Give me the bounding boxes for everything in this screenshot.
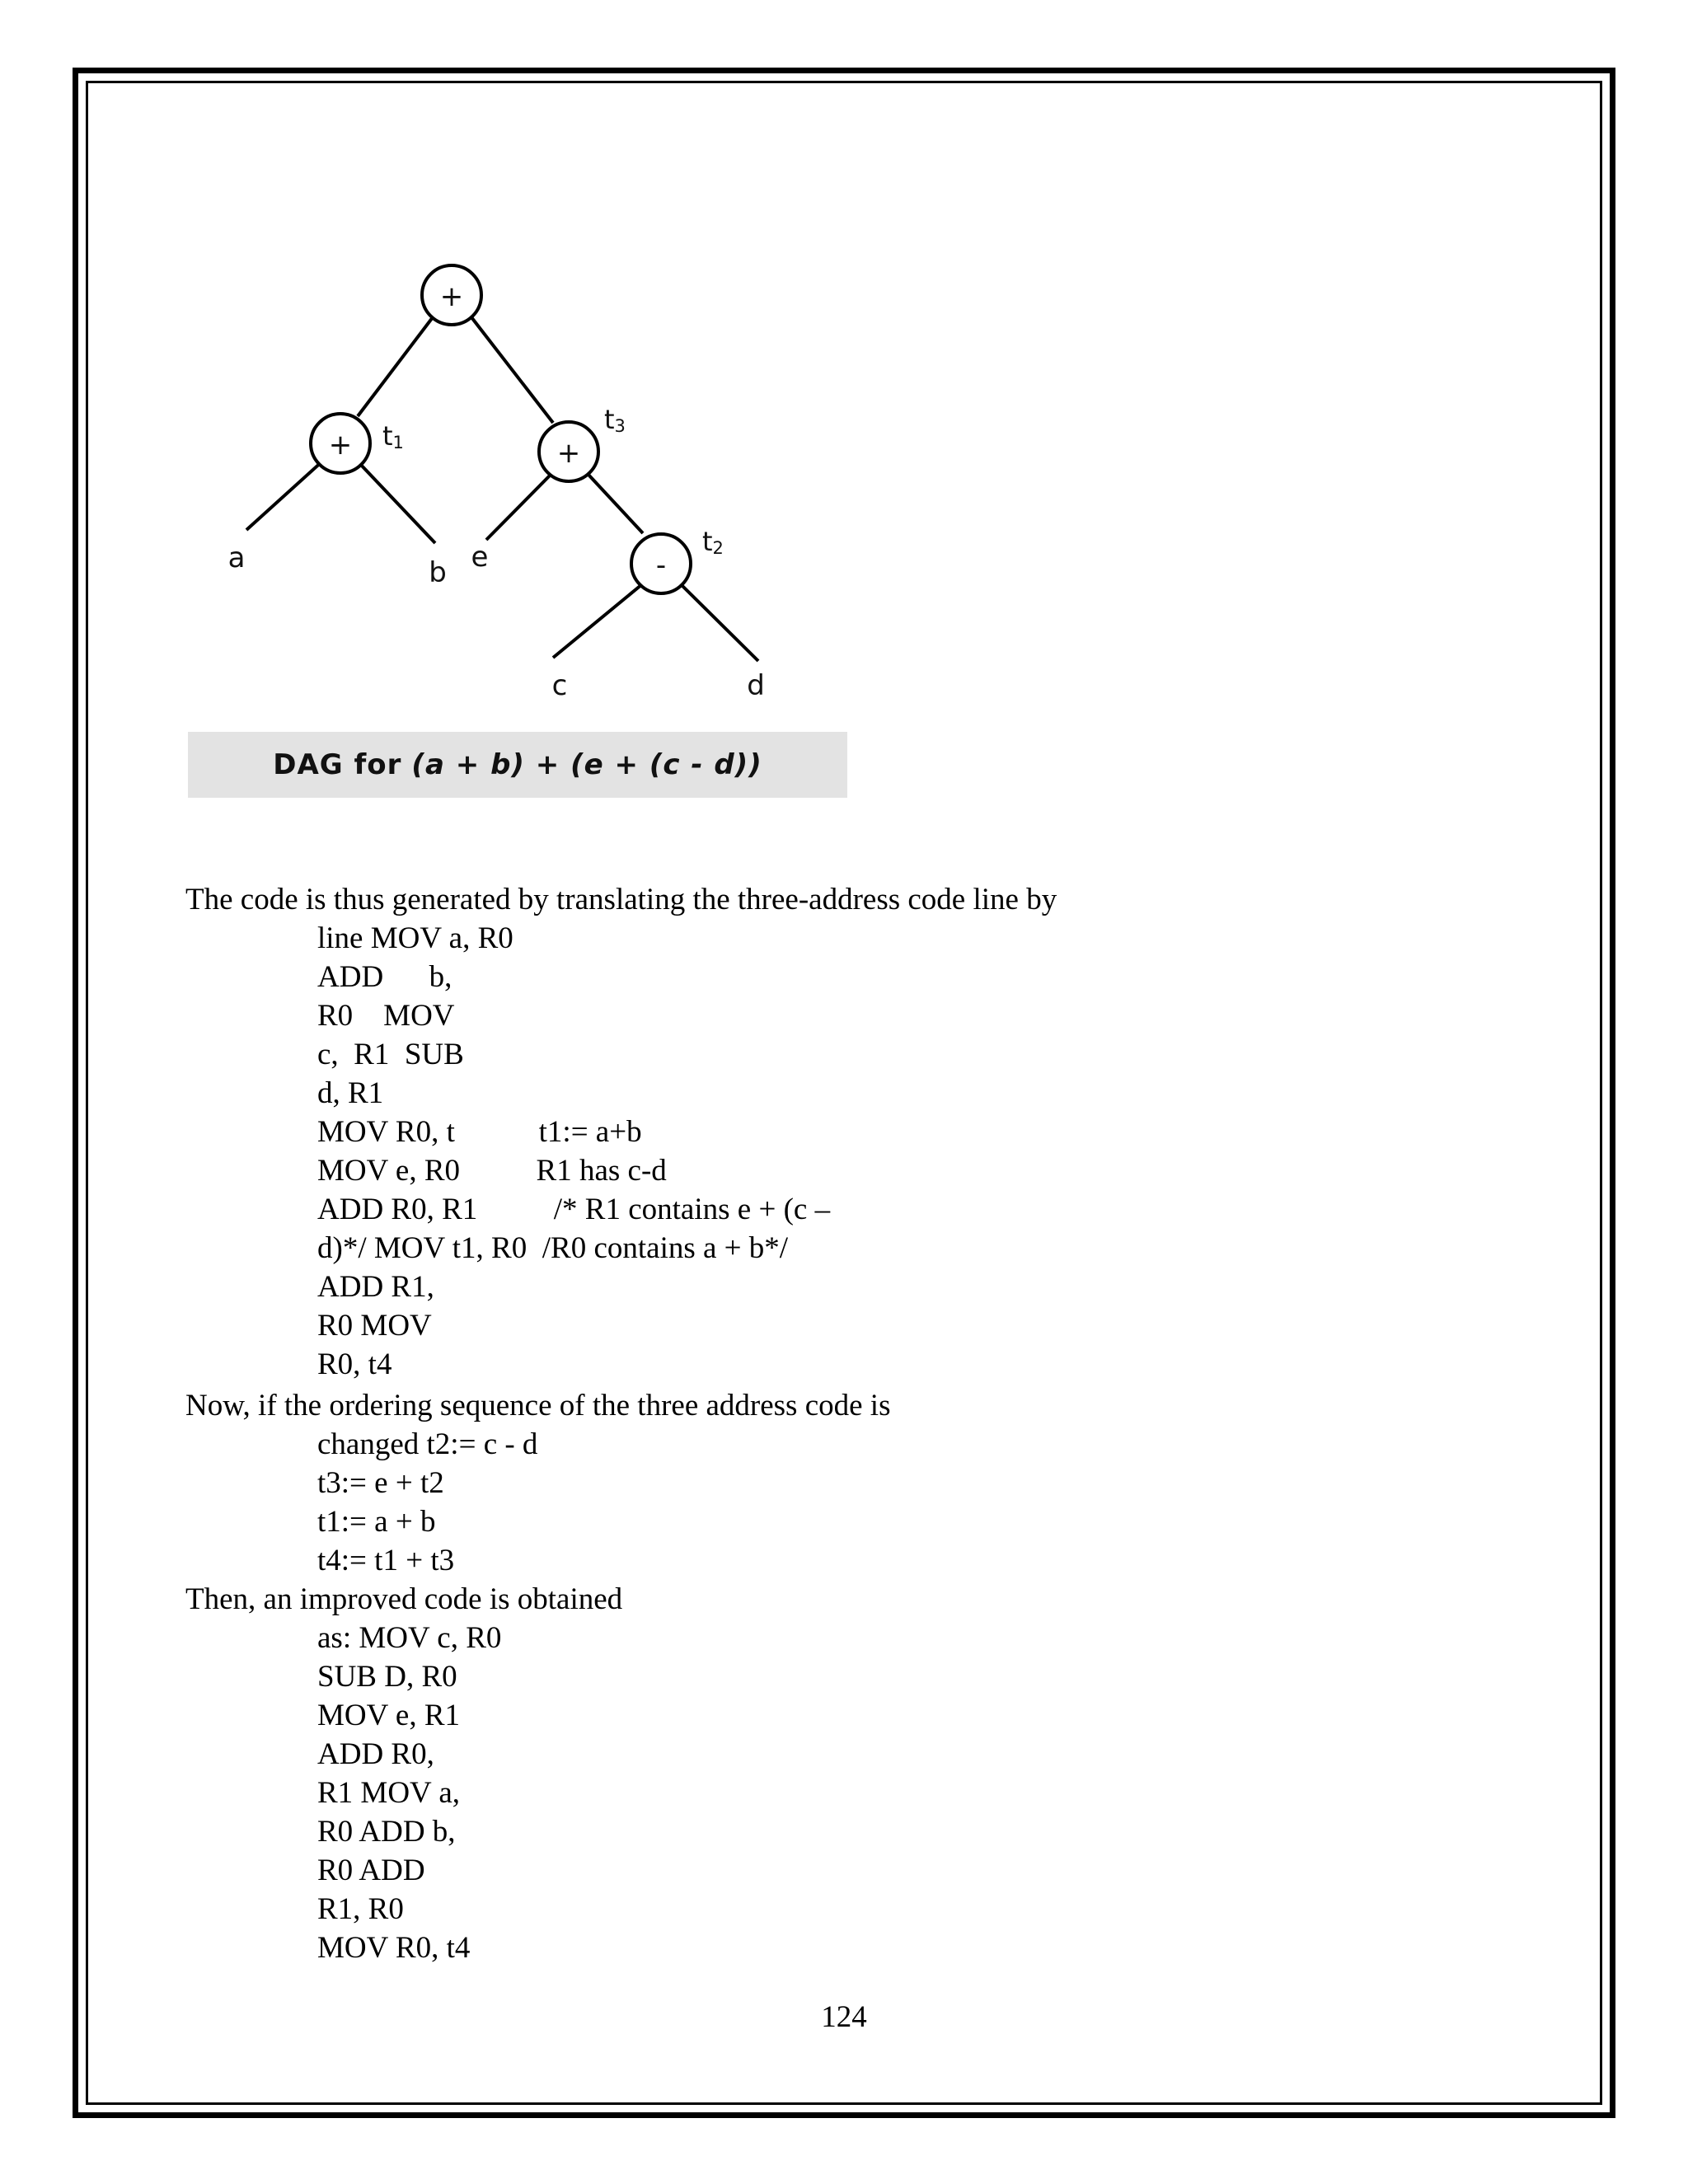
tag-t3-main: t xyxy=(604,404,615,435)
code-line: MOV R0, t4 xyxy=(317,1931,471,1965)
edge-t3-e xyxy=(486,475,551,540)
code-line: c, R1 SUB xyxy=(317,1038,464,1071)
edge-root-t1 xyxy=(358,317,433,416)
code-line: ADD R1, xyxy=(317,1270,434,1304)
intro-paragraph: The code is thus generated by translating the three-address code line by xyxy=(185,883,1057,916)
code-block-2 xyxy=(317,1425,537,1580)
edge-root-t3 xyxy=(471,317,553,423)
code-line: changed t2:= c - d xyxy=(317,1427,538,1461)
edge-t2-d xyxy=(681,584,758,661)
code-line: line MOV a, R0 xyxy=(317,921,513,955)
node-t3-symbol: + xyxy=(556,437,581,470)
code-line: ADD R0, R1 /* R1 contains e + (c – xyxy=(317,1193,831,1226)
code-line: R0 MOV xyxy=(317,1309,432,1343)
code-line: d, R1 xyxy=(317,1076,384,1110)
leaf-c: c xyxy=(551,669,568,702)
code-line: t4:= t1 + t3 xyxy=(317,1544,455,1577)
edge-t1-a xyxy=(246,460,324,530)
code-line: R1, R0 xyxy=(317,1892,404,1926)
dag-figure xyxy=(0,0,1688,824)
code-block-3 xyxy=(317,1619,501,1967)
code-line: t3:= e + t2 xyxy=(317,1466,444,1500)
edge-t1-b xyxy=(359,463,435,543)
leaf-d: d xyxy=(747,669,765,702)
tag-t1-main: t xyxy=(382,420,393,452)
node-root-symbol: + xyxy=(439,280,464,313)
code-line: R1 MOV a, xyxy=(317,1776,461,1810)
code-line: R0 ADD b, xyxy=(317,1815,456,1849)
code-line: ADD R0, xyxy=(317,1737,434,1771)
leaf-e: e xyxy=(471,541,489,574)
code-line: R0 ADD xyxy=(317,1854,425,1887)
caption-expression: (a + b) + (e + (c - d)) xyxy=(411,748,762,781)
code-line: MOV e, R0 R1 has c-d xyxy=(317,1154,667,1188)
leaf-b: b xyxy=(429,556,447,589)
tag-t2 xyxy=(702,526,724,558)
caption-prefix: DAG for xyxy=(273,748,402,781)
code-line: t1:= a + b xyxy=(317,1505,436,1539)
figure-caption xyxy=(188,732,847,798)
tag-t2-sub: 2 xyxy=(712,538,724,558)
code-line: MOV R0, t t1:= a+b xyxy=(317,1115,642,1149)
tag-t1 xyxy=(382,420,404,452)
code-block-1 xyxy=(317,919,830,1384)
code-line: as: MOV c, R0 xyxy=(317,1621,502,1655)
node-t2-symbol: - xyxy=(655,549,667,582)
code-line: SUB D, R0 xyxy=(317,1660,457,1694)
tag-t3-sub: 3 xyxy=(614,416,626,436)
improved-paragraph: Then, an improved code is obtained xyxy=(185,1582,623,1616)
code-line: ADD b, xyxy=(317,960,452,994)
code-line: MOV e, R1 xyxy=(317,1699,461,1732)
node-t1-symbol: + xyxy=(328,429,353,462)
code-line: R0, t4 xyxy=(317,1347,392,1381)
page-number: 124 xyxy=(821,2000,867,2034)
edge-t2-c xyxy=(553,584,642,658)
code-line: R0 MOV xyxy=(317,999,455,1033)
leaf-a: a xyxy=(227,541,246,574)
tag-t1-sub: 1 xyxy=(392,433,404,452)
edge-t3-t2 xyxy=(588,475,643,533)
reorder-paragraph: Now, if the ordering sequence of the three address code is xyxy=(185,1389,891,1422)
tag-t2-main: t xyxy=(702,526,713,557)
code-line: d)*/ MOV t1, R0 /R0 contains a + b*/ xyxy=(317,1231,789,1265)
tag-t3 xyxy=(604,404,626,436)
